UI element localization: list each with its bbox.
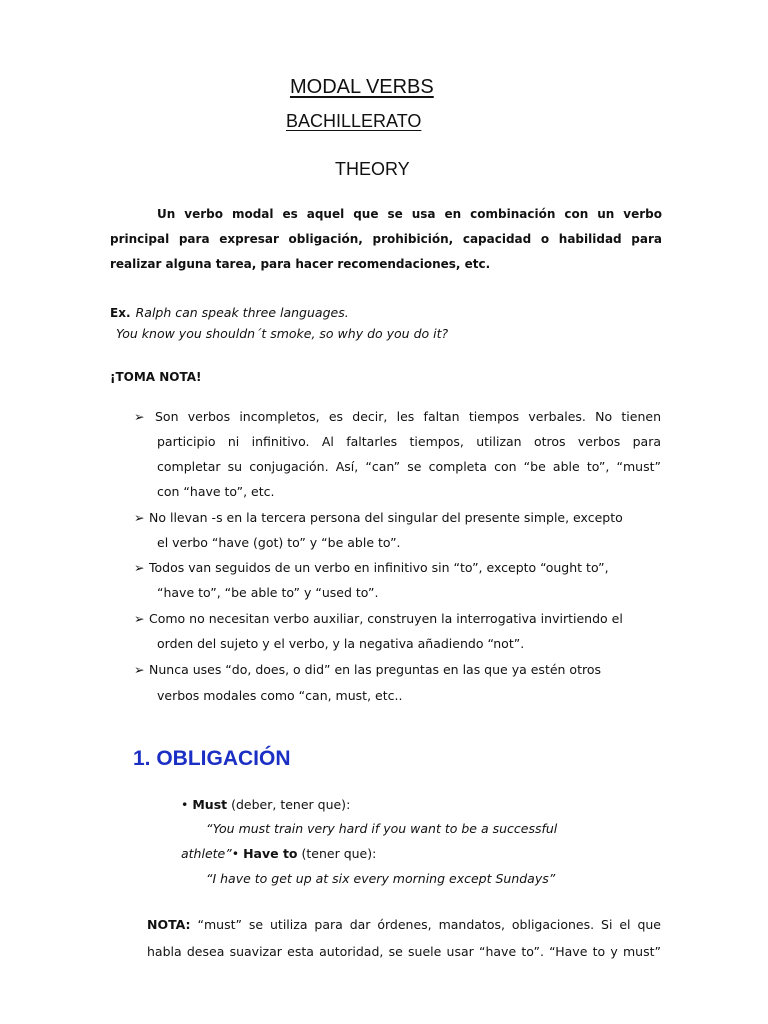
bullet-2-line-2: el verbo “have (got) to” y “be able to”. (157, 535, 401, 550)
bullet-3-line-2: “have to”, “be able to” y “used to”. (157, 585, 379, 600)
bullet-3-line-1: Todos van seguidos de un verbo en infinitivo sin “to”, excepto “ought to”, (149, 560, 609, 575)
nota-line-2: habla desea suavizar esta autoridad, se suele usar “have to”. “Have to y must” (147, 944, 661, 959)
bullet-arrow-icon: ➢ (134, 409, 145, 424)
section-heading-obligacion: 1. OBLIGACIÓN (133, 747, 291, 770)
bullet-4-line-2: orden del sujeto y el verbo, y la negativa añadiendo “not”. (157, 636, 525, 651)
bullet-4-line-1: Como no necesitan verbo auxiliar, construyen la interrogativa invirtiendo el (149, 611, 623, 626)
intro-line-2: principal para expresar obligación, prohibición, capacidad o habilidad para (110, 232, 662, 246)
must-example-continuation (181, 846, 376, 861)
must-example-line-2: athlete” (181, 846, 232, 861)
bullet-1-line-1: Son verbos incompletos, es decir, les faltan tiempos verbales. No tienen (155, 409, 661, 424)
page-subtitle: BACHILLERATO (286, 111, 422, 131)
bullet-arrow-icon: ➢ (134, 662, 145, 677)
bullet-1-line-2: participio ni infinitivo. Al faltarles tiempos, utilizan otros verbos para (157, 434, 661, 449)
bullet-arrow-icon: ➢ (134, 510, 145, 525)
bullet-5-line-2: verbos modales como “can, must, etc.. (157, 688, 403, 703)
example-block (110, 302, 349, 321)
nota-label: NOTA: (147, 917, 191, 932)
bullet-arrow-icon: ➢ (134, 611, 145, 626)
bullet-1-line-3: completar su conjugación. Así, “can” se completa con “be able to”, “must” (157, 459, 661, 474)
have-to-example: “I have to get up at six every morning except Sundays” (206, 871, 556, 886)
note-heading: ¡TOMA NOTA! (110, 370, 202, 384)
example-label: Ex. (110, 306, 131, 320)
must-gloss: (deber, tener que): (231, 797, 351, 812)
must-entry (181, 797, 350, 812)
bullet-dot-icon: • (181, 797, 189, 812)
nota-text-1: “must” se utiliza para dar órdenes, mandatos, obligaciones. Si el que (197, 917, 661, 932)
have-to-gloss: (tener que): (301, 846, 377, 861)
nota-line-1 (147, 917, 661, 932)
page-title: MODAL VERBS (290, 76, 434, 98)
example-sentence-1: Ralph can speak three languages. (135, 305, 349, 320)
must-example-line-1: “You must train very hard if you want to be a successful (206, 821, 558, 836)
bullet-dot-icon: • (231, 846, 240, 861)
bullet-2-line-1: No llevan -s en la tercera persona del singular del presente simple, excepto (149, 510, 623, 525)
bullet-5-line-1: Nunca uses “do, does, o did” en las preguntas en las que ya estén otros (149, 662, 602, 677)
intro-line-3: realizar alguna tarea, para hacer recomendaciones, etc. (110, 257, 491, 271)
bullet-1-line-4: con “have to”, etc. (157, 484, 275, 499)
have-to-word: Have to (243, 846, 298, 861)
intro-line-1: Un verbo modal es aquel que se usa en combinación con un verbo (157, 207, 662, 221)
must-word: Must (192, 797, 228, 812)
example-sentence-2: You know you shouldn´t smoke, so why do you do it? (116, 326, 449, 341)
bullet-arrow-icon: ➢ (134, 560, 145, 575)
section-label-theory: THEORY (335, 159, 410, 179)
